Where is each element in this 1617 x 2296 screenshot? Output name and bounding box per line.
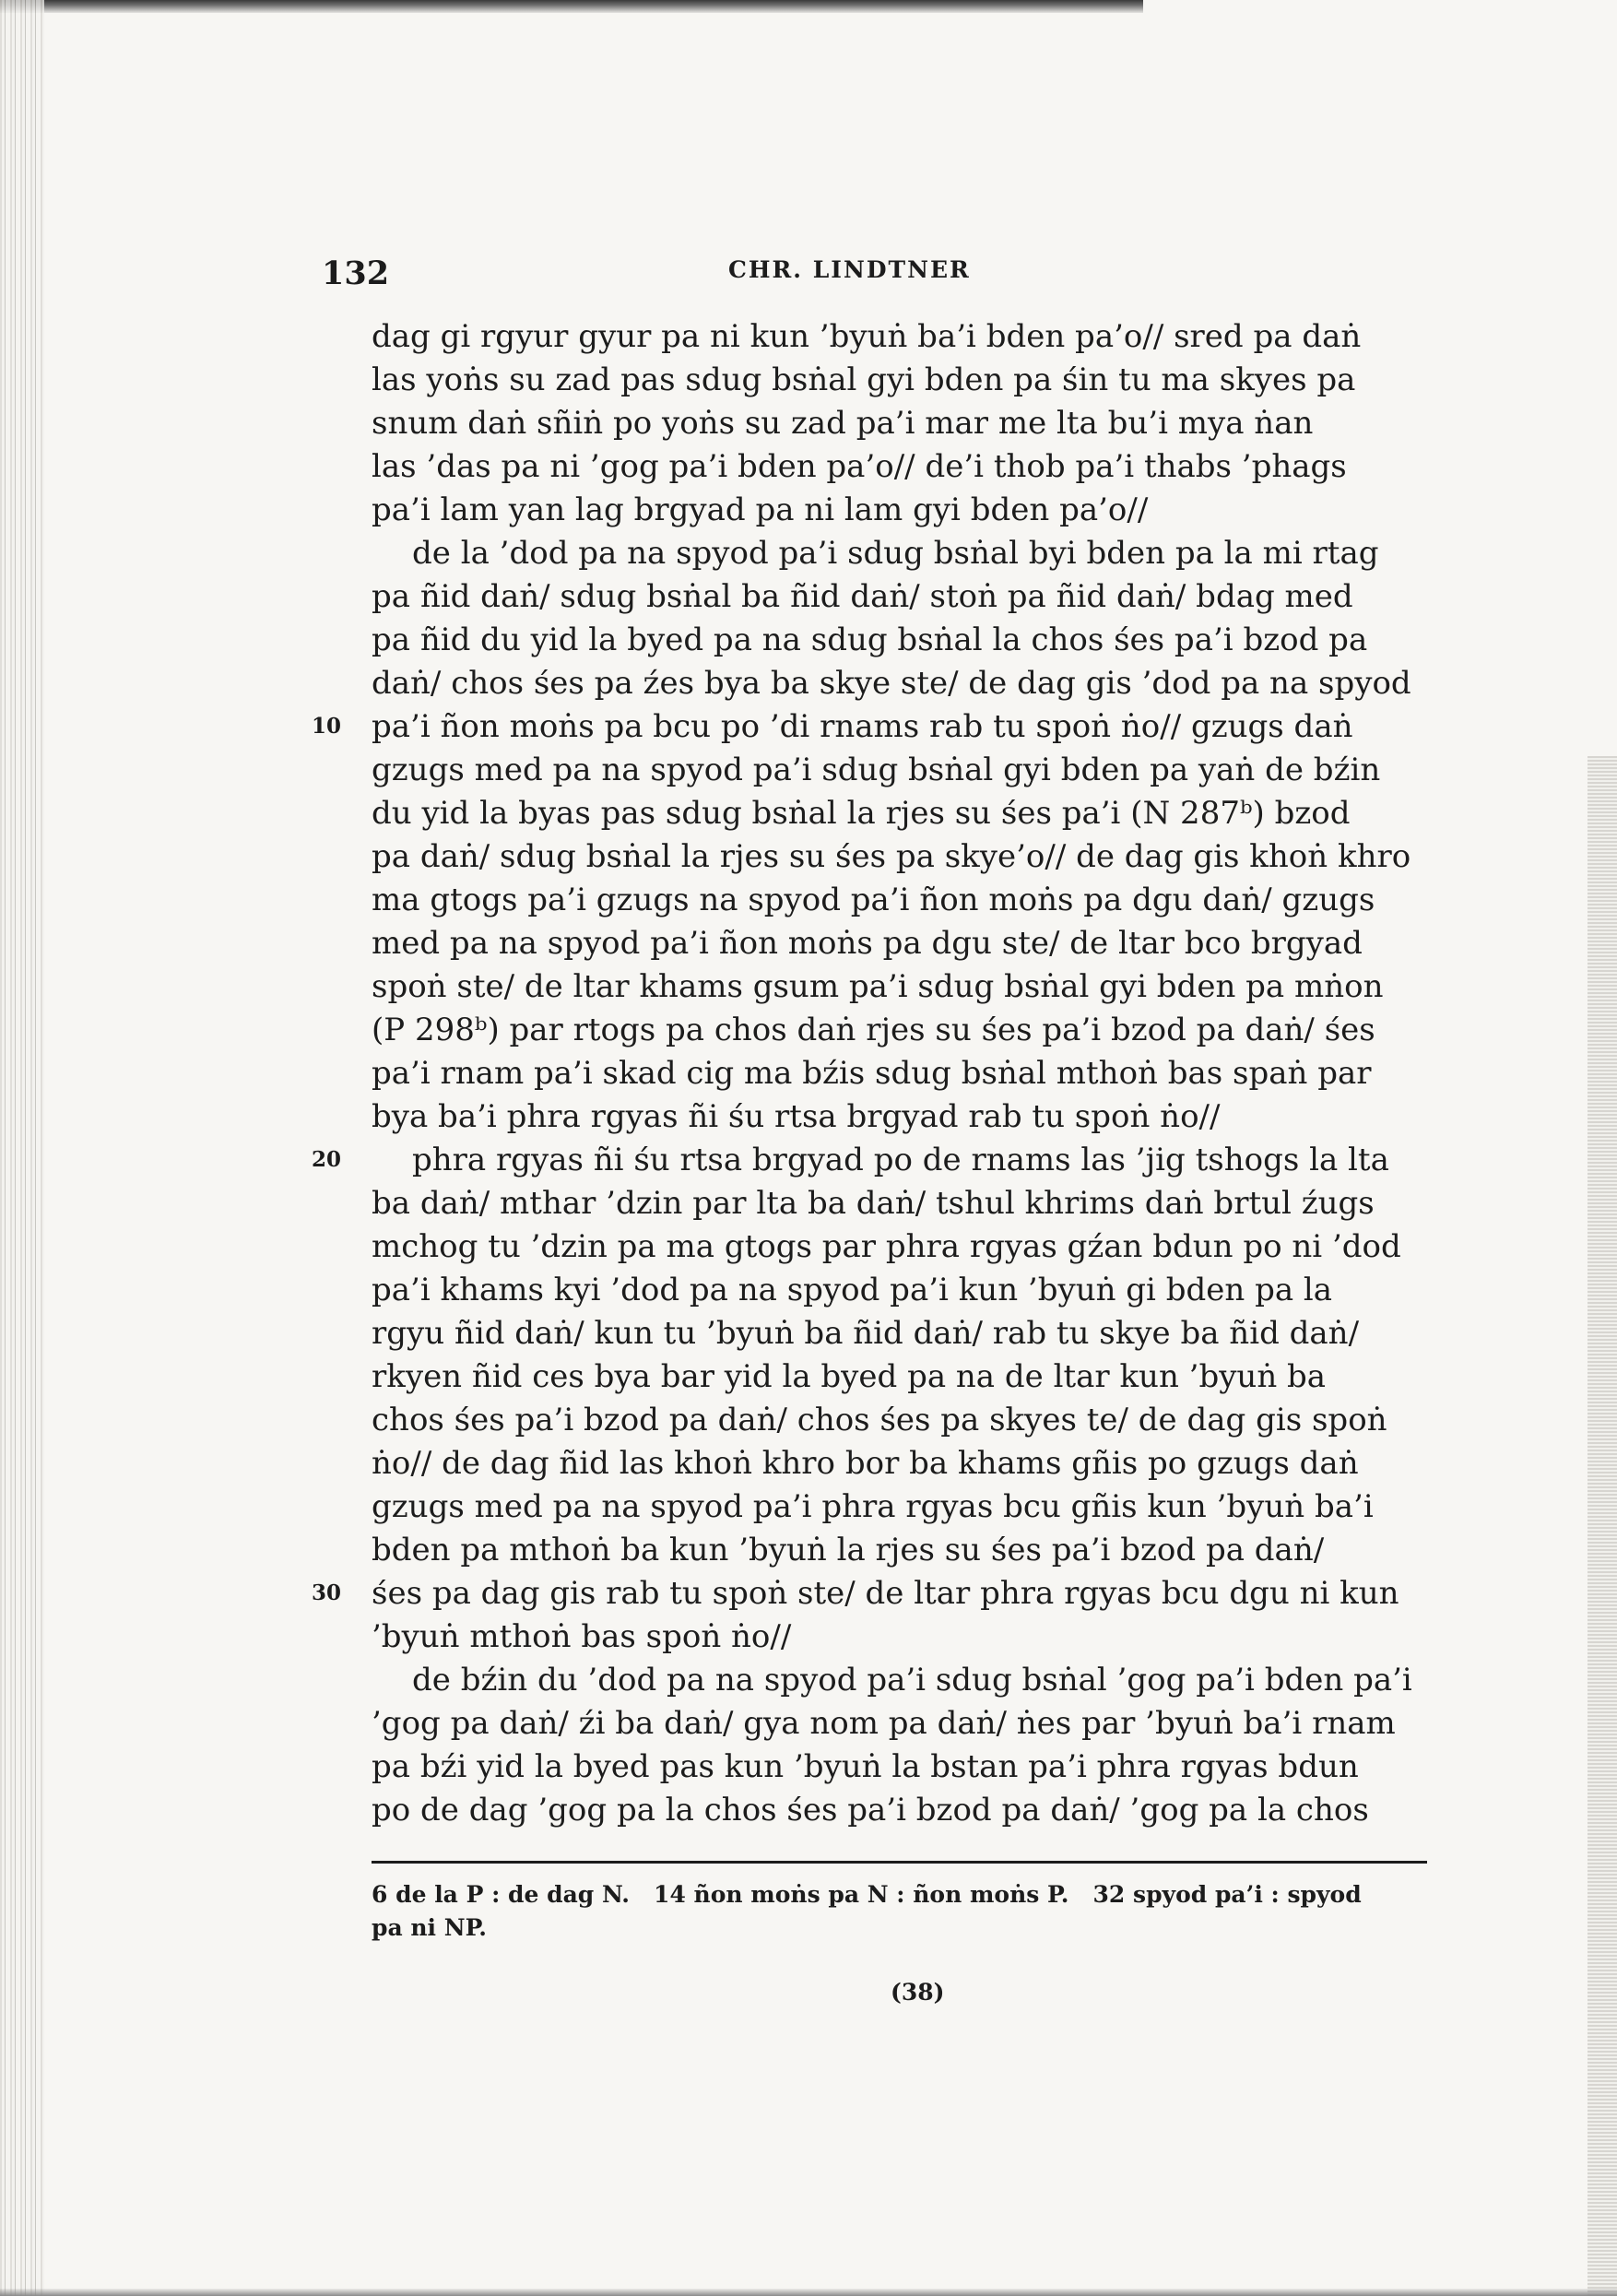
- text-line: pa ñid daṅ/ sdug bsṅal ba ñid daṅ/ stoṅ pa ñid daṅ/ bdag med: [372, 578, 1353, 615]
- text-line: pa daṅ/ sdug bsṅal la rjes su śes pa skye’o// de dag gis khoṅ khro: [372, 838, 1411, 875]
- text-line: med pa na spyod pa’i ñon moṅs pa dgu ste/ de ltar bco brgyad: [372, 925, 1363, 962]
- footnote-line: 6 de la P : de dag N. 14 ñon moṅs pa N : ñon moṅs P. 32 spyod pa’i : spyod: [372, 1881, 1362, 1908]
- text-line: spoṅ ste/ de ltar khams gsum pa’i sdug bsṅal gyi bden pa mṅon: [372, 968, 1384, 1005]
- text-line: ’byuṅ mthoṅ bas spoṅ ṅo//: [372, 1618, 792, 1655]
- text-line: pa’i ñon moṅs pa bcu po ’di rnams rab tu spoṅ ṅo// gzugs daṅ: [372, 708, 1353, 745]
- text-line: de bźin du ’dod pa na spyod pa’i sdug bsṅal ’gog pa’i bden pa’i: [412, 1662, 1412, 1698]
- text-line: du yid la byas pas sdug bsṅal la rjes su śes pa’i (N 287ᵇ) bzod: [372, 795, 1351, 832]
- text-line: (P 298ᵇ) par rtogs pa chos daṅ rjes su śes pa’i bzod pa daṅ/ śes: [372, 1012, 1375, 1048]
- running-head: CHR. LINDTNER: [728, 256, 971, 283]
- scan-edge-bottom: [0, 2289, 1617, 2296]
- text-line: pa ñid du yid la byed pa na sdug bsṅal la chos śes pa’i bzod pa: [372, 621, 1368, 658]
- text-line: bya ba’i phra rgyas ñi śu rtsa brgyad rab tu spoṅ ṅo//: [372, 1098, 1221, 1135]
- text-line: pa’i lam yan lag brgyad pa ni lam gyi bden pa’o//: [372, 491, 1149, 528]
- text-line: gzugs med pa na spyod pa’i phra rgyas bcu gñis kun ’byuṅ ba’i: [372, 1488, 1374, 1525]
- line-number-marker: 30: [312, 1580, 342, 1605]
- text-line: bden pa mthoṅ ba kun ’byuṅ la rjes su śes pa’i bzod pa daṅ/: [372, 1532, 1325, 1568]
- text-line: snum daṅ sñiṅ po yoṅs su zad pa’i mar me lta bu’i mya ṅan: [372, 405, 1314, 442]
- footnote-rule: [372, 1861, 1427, 1864]
- text-line: mchog tu ’dzin pa ma gtogs par phra rgyas gźan bdun po ni ’dod: [372, 1228, 1401, 1265]
- footnote-line: pa ni NP.: [372, 1914, 487, 1941]
- text-line: śes pa dag gis rab tu spoṅ ste/ de ltar phra rgyas bcu dgu ni kun: [372, 1575, 1399, 1612]
- page-number: 132: [322, 254, 390, 292]
- scan-edge-right: [1587, 756, 1617, 2296]
- scan-edge-top: [0, 0, 1143, 13]
- folio-number: (38): [891, 1979, 945, 2006]
- text-line: rkyen ñid ces bya bar yid la byed pa na de ltar kun ’byuṅ ba: [372, 1358, 1327, 1395]
- text-line: pa bźi yid la byed pas kun ’byuṅ la bstan pa’i phra rgyas bdun: [372, 1748, 1359, 1785]
- line-number-marker: 10: [312, 714, 342, 739]
- text-line: las ’das pa ni ’gog pa’i bden pa’o// de’i thob pa’i thabs ’phags: [372, 448, 1347, 485]
- text-line: ṅo// de dag ñid las khoṅ khro bor ba khams gñis po gzugs daṅ: [372, 1445, 1359, 1482]
- text-line: phra rgyas ñi śu rtsa brgyad po de rnams las ’jig tshogs la lta: [412, 1142, 1389, 1178]
- text-line: ba daṅ/ mthar ’dzin par lta ba daṅ/ tshul khrims daṅ brtul źugs: [372, 1185, 1375, 1222]
- text-line: rgyu ñid daṅ/ kun tu ’byuṅ ba ñid daṅ/ rab tu skye ba ñid daṅ/: [372, 1315, 1360, 1352]
- scan-edge-left: [0, 0, 44, 2296]
- text-line: chos śes pa’i bzod pa daṅ/ chos śes pa skyes te/ de dag gis spoṅ: [372, 1402, 1387, 1438]
- text-line: pa’i rnam pa’i skad cig ma bźis sdug bsṅal mthoṅ bas spaṅ par: [372, 1055, 1372, 1092]
- text-line: gzugs med pa na spyod pa’i sdug bsṅal gyi bden pa yaṅ de bźin: [372, 752, 1381, 788]
- text-line: daṅ/ chos śes pa źes bya ba skye ste/ de dag gis ’dod pa na spyod: [372, 665, 1411, 702]
- text-line: ’gog pa daṅ/ źi ba daṅ/ gya nom pa daṅ/ ṅes par ’byuṅ ba’i rnam: [372, 1705, 1396, 1742]
- text-line: las yoṅs su zad pas sdug bsṅal gyi bden pa śin tu ma skyes pa: [372, 361, 1356, 398]
- text-line: pa’i khams kyi ’dod pa na spyod pa’i kun ’byuṅ gi bden pa la: [372, 1272, 1333, 1308]
- text-line: de la ’dod pa na spyod pa’i sdug bsṅal byi bden pa la mi rtag: [412, 535, 1379, 572]
- text-line: po de dag ’gog pa la chos śes pa’i bzod pa daṅ/ ’gog pa la chos: [372, 1792, 1369, 1829]
- text-line: ma gtogs pa’i gzugs na spyod pa’i ñon moṅs pa dgu daṅ/ gzugs: [372, 882, 1375, 918]
- text-line: dag gi rgyur gyur pa ni kun ’byuṅ ba’i bden pa’o// sred pa daṅ: [372, 318, 1362, 355]
- line-number-marker: 20: [312, 1147, 342, 1172]
